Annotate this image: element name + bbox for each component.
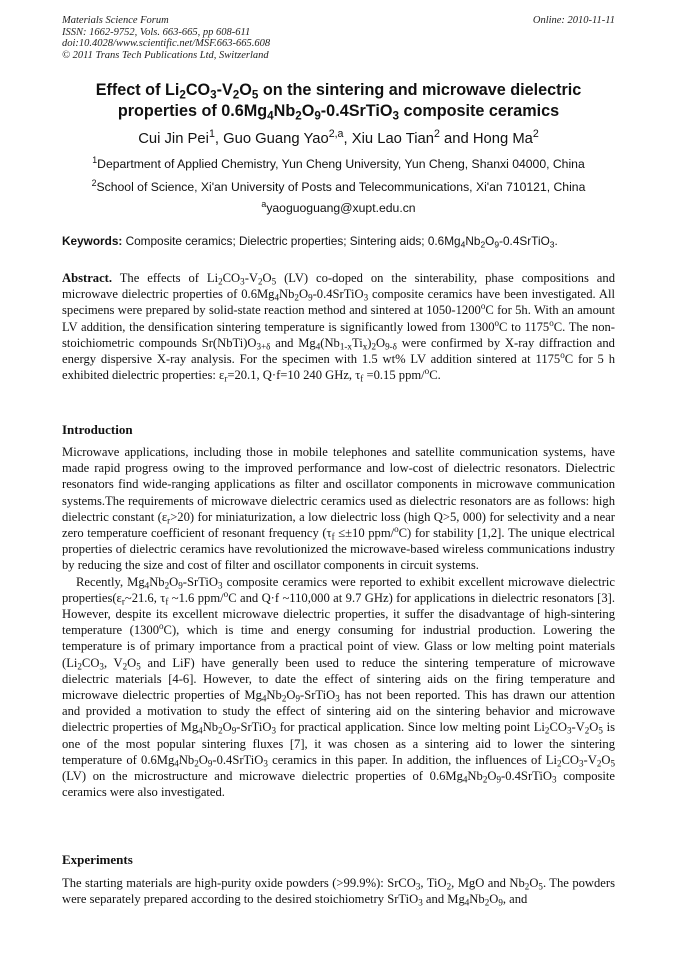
paragraph: Microwave applications, including those in mobile telephones and satellite communication systems, have made rapid progress owing to the improved performance and low-cost of dielectric resonators. Dielectric resonators find wide-ranging applications as filter and oscillator components in microwave communication systems.The requirements of microwave dielectric ceramics used as dielectric resonators are as follows: high dielectric constant $(\varepsilon_r>20)$ for miniaturization, a low dielectric loss (high Q>5, 000) for selectivity and a near zero temperature coefficient of resonant frequency ($\tau_f \le\pm 10$ ppm/$^o$C) for stability [1,2]. The unique electrical properties of dielectric ceramics have revolutionized the microwave-based wireless communications industry by reducing the size and cost of filter and oscillator components in circuit systems. bbox=[62, 445, 616, 573]
keywords: Keywords: Composite ceramics; Dielectric properties; Sintering aids; $0.6Mg_4Nb_2O_9-0.4SrTiO_3$. bbox=[62, 234, 558, 250]
affiliation-2: $^2$School of Science, Xi'an University of Posts and Telecommunications, Xi'an 710121, China bbox=[91, 178, 586, 194]
keywords-label: Keywords: bbox=[62, 234, 123, 248]
experiments-body bbox=[62, 875, 615, 907]
section-heading-introduction: Introduction bbox=[62, 422, 133, 437]
author-name: Hong Ma bbox=[472, 131, 533, 147]
abstract-label: Abstract. bbox=[62, 271, 113, 285]
paragraph: The starting materials are high-purity oxide powders (>99.9%): SrCO$_3$, TiO$_2$, MgO and $Nb_2O_5$. The powders were separately prepared according to the desired stoichiometry SrTiO$_3$ and $Mg_4Nb_2O_9$, and bbox=[62, 876, 615, 908]
author-name: Guo Guang Yao bbox=[223, 131, 329, 147]
author-name: Xiu Lao Tian bbox=[351, 131, 434, 147]
journal-doi: doi:10.4028/www.scientific.net/MSF.663-665.608 bbox=[62, 38, 271, 50]
corresponding-email[interactable]: $^a$yaoguoguang@xupt.edu.cn bbox=[261, 199, 416, 215]
paragraph: Recently, $Mg_4Nb_2O_9-SrTiO_3$ composite ceramics were reported to exhibit excellent microwave dielectric $properties(\varepsilon_r\sim 21.6$, $\tau_f$ ~1.6 ppm/$^o$C and Q·f ~110,000 at 9.7 GHz) for applications in dielectric resonators [3]. However, despite its excellent microwave dielectric properties, it suffer the disadvantage of high-sintering temperature (1300$^o$C), which is time and energy consuming for industrial production. Lowering the temperature is of primary importance from a practical point of view. Glass or low melting point materials ($Li_2CO_3$, $V_2O_5$ and LiF) have generally been used to reduce the sintering temperature of microwave dielectric materials [4-6]. However, to date the effect of sintering aids on the firing temperature and microwave dielectric properties of $Mg_4Nb_2O_9-SrTiO_3$ has not been reported. This has drawn our attention and provided a motivation to study the effect of sintering aid on the sintering behavior and microwave dielectric properties of $Mg_4Nb_2O_9-SrTiO_3$ for practical application. Since low melting point $Li_2CO_3-V_2O_5$ is one of the most popular sintering fluxes [7], it was chosen as a sintering aid to lower the sintering temperature of $0.6Mg_4Nb_2O_9-0.4SrTiO_3$ ceramics in this paper. In addition, the influences of $Li_2CO_3-V_2O_5$ (LV) on the microstructure and microwave dielectric properties of $0.6Mg_4Nb_2O_9-0.4SrTiO_3$ composite ceramics were also investigated. bbox=[62, 574, 616, 800]
section-heading-experiments: Experiments bbox=[62, 852, 133, 867]
author-name: Cui Jin Pei bbox=[138, 131, 209, 147]
journal-issn: ISSN: 1662-9752, Vols. 663-665, pp 608-611 bbox=[62, 26, 251, 38]
paper-title: Effect of $Li_2CO_3-V_2O_5$ on the sintering and microwave dielectric properties of $0.6Mg_4Nb_2O_9-0.4SrTiO_3$ composite ceramics bbox=[95, 81, 582, 123]
abstract: Abstract. The effects of $Li_2CO_3-V_2O_5$ (LV) co-doped on the sinterability, phase compositions and microwave dielectric properties of $0.6Mg_4Nb_2O_9-0.4SrTiO_3$ composite ceramics have been investigated. All specimens were prepared by solid-state reaction method and sintered at 1050-1200$^o$C for 5h. With an amount LV addition, the densification sintering temperature is significantly lowed from 1300$^o$C to 1175$^o$C. The non-stoichiometric compounds $Sr(NbTi)O_{3+\delta}$ and $Mg_4(Nb_{1-x}Ti_x)_2O_{9-\delta}$ were confirmed by X-ray diffraction and energy dispersive X-ray analysis. For the specimen with 1.5 wt% LV addition sintered at 1175$^o$C for 5 h exhibited dielectric properties: $\varepsilon_r=20.1$, Q·f=10 240 GHz, $\tau_f =0.15$ ppm/$^o$C. bbox=[62, 271, 616, 384]
introduction-body bbox=[62, 444, 615, 800]
journal-copyright: © 2011 Trans Tech Publications Ltd, Switzerland bbox=[62, 49, 269, 61]
affiliation-1: $^1$Department of Applied Chemistry, Yun Cheng University, Yun Cheng, Shanxi 04000, China bbox=[92, 155, 585, 171]
journal-name: Materials Science Forum bbox=[62, 15, 169, 26]
journal-header bbox=[62, 15, 615, 61]
author-list: Cui Jin Pei$^1$, Guo Guang Yao$^{2,a}$, Xiu Lao Tian$^2$ and Hong Ma$^2$ bbox=[138, 128, 539, 147]
online-date: Online: 2010-11-11 bbox=[532, 15, 615, 26]
